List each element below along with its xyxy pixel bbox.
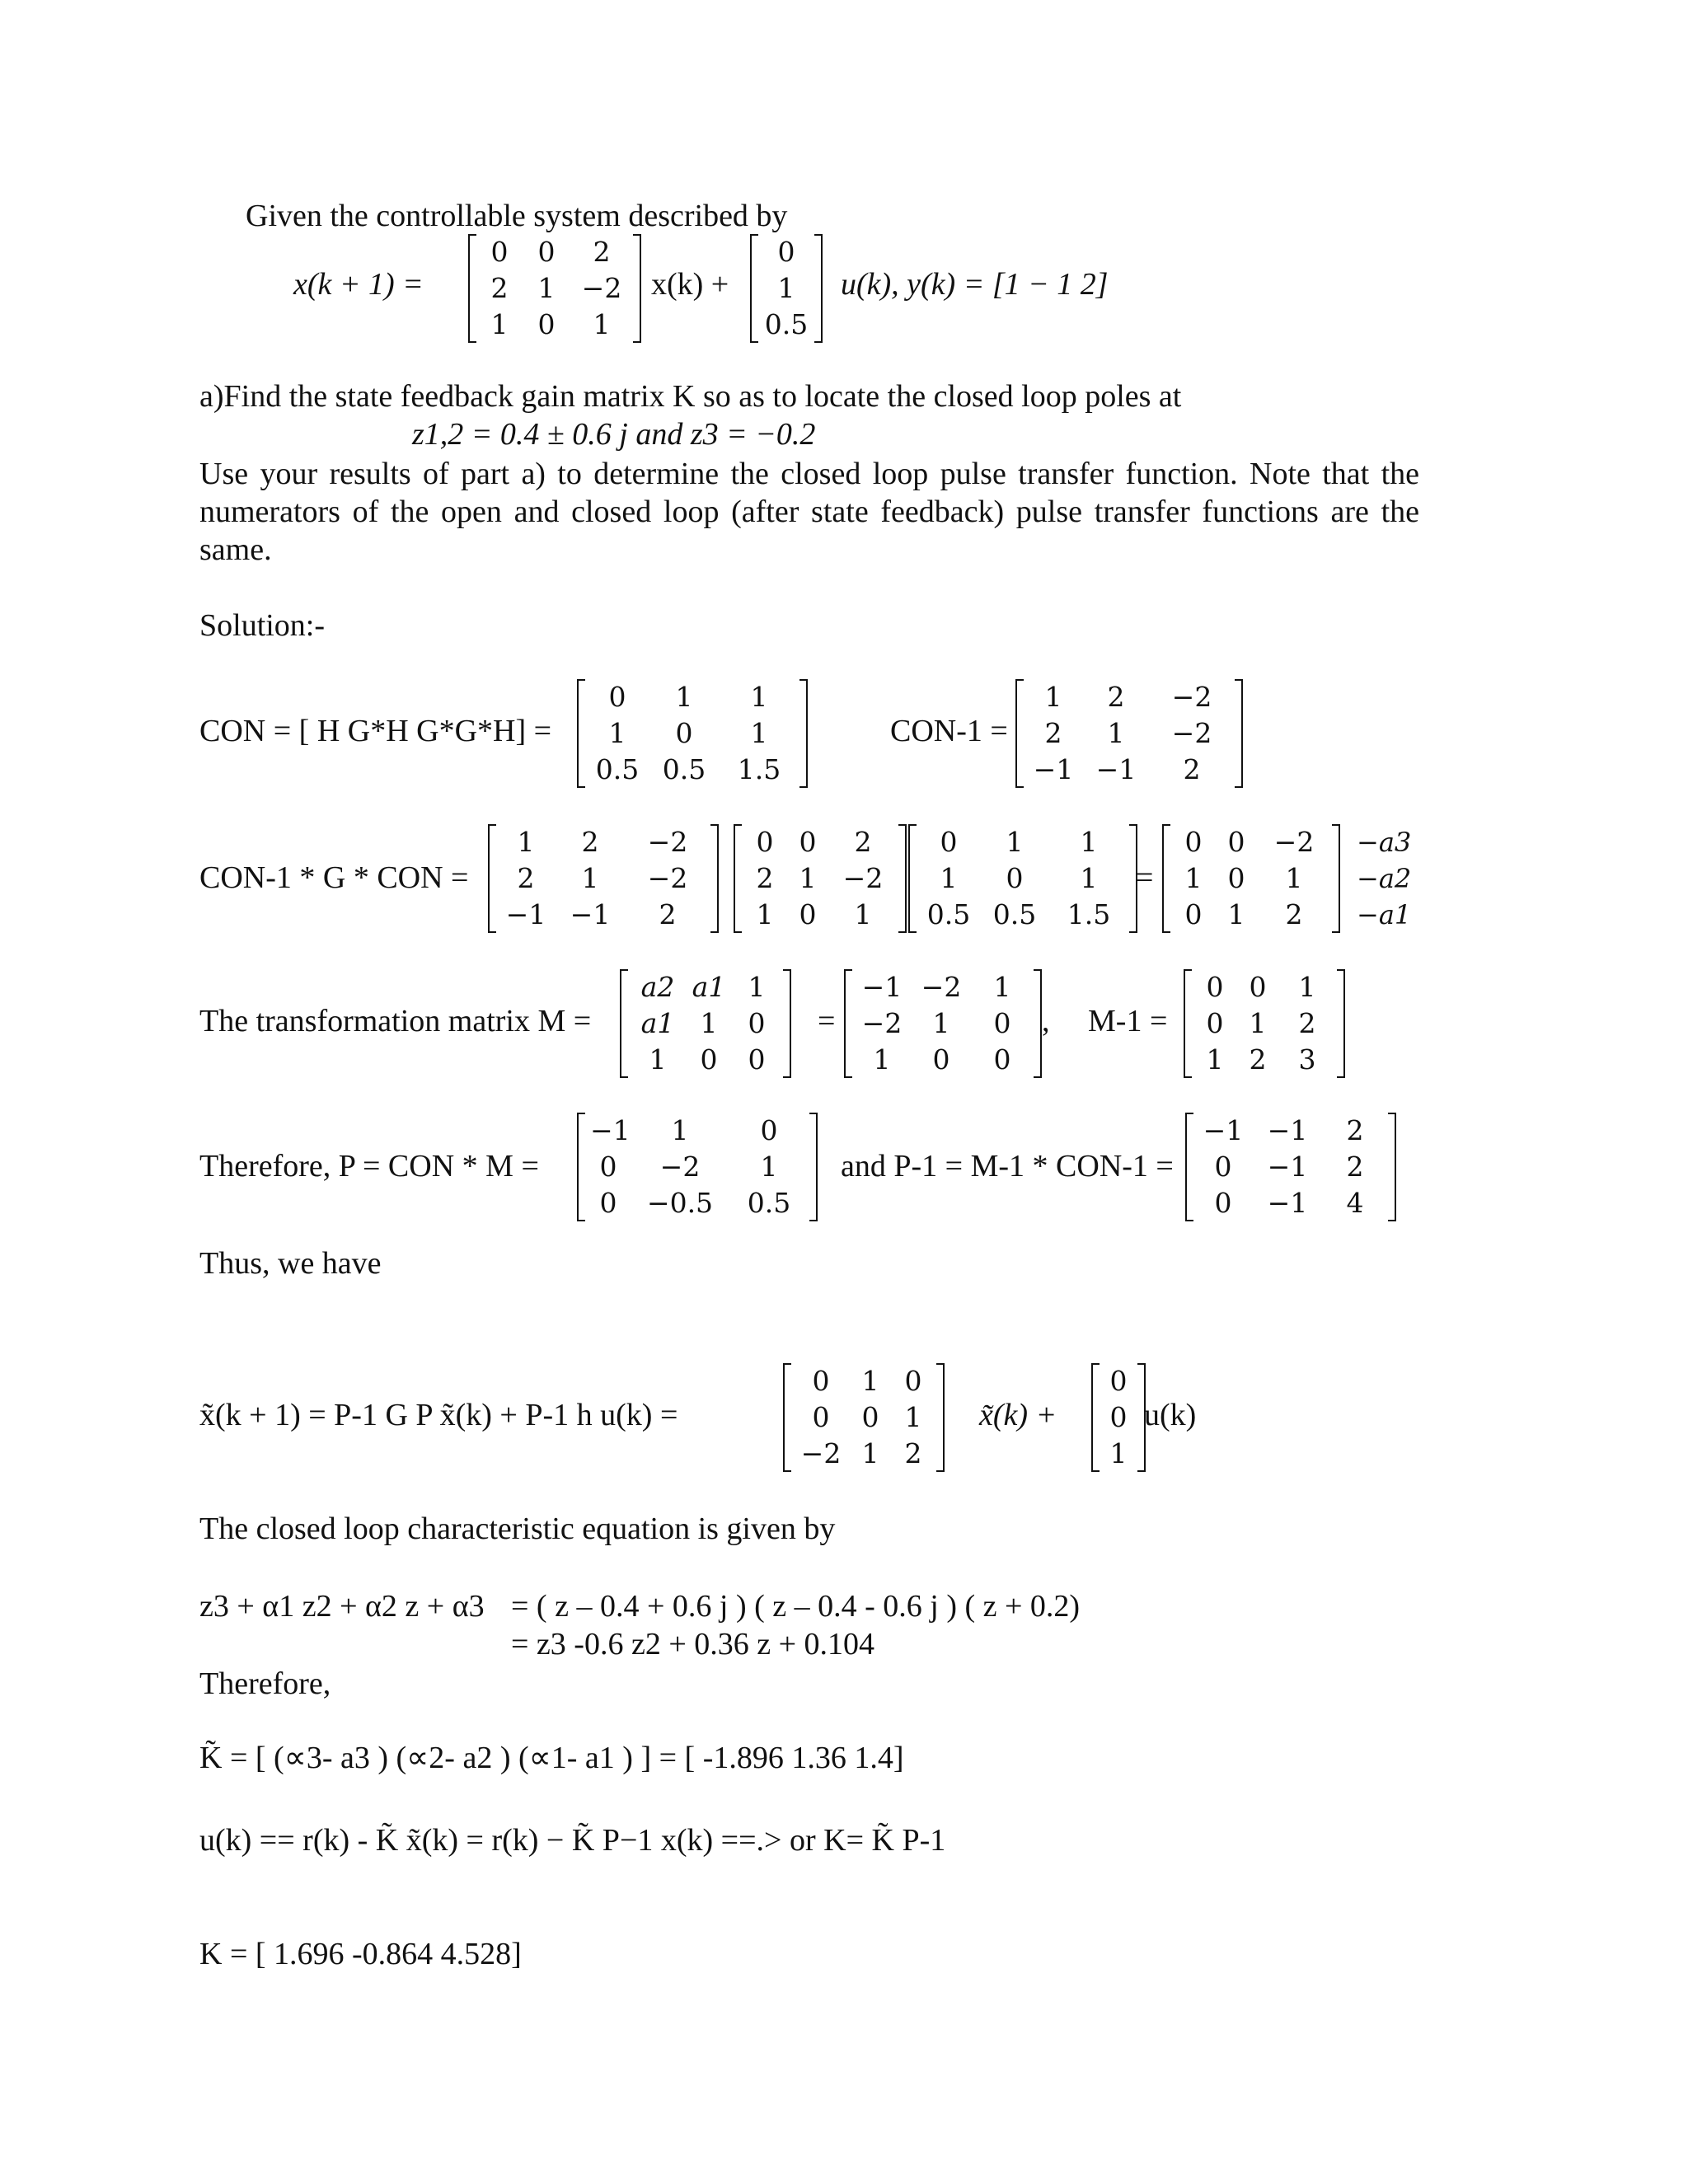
matrix-G xyxy=(468,234,641,343)
char-rhs1: = ( z – 0.4 + 0.6 j ) ( z – 0.4 - 0.6 j ) ( z + 0.2) xyxy=(511,1589,1081,1624)
equals-sign: = xyxy=(1136,860,1154,895)
xt-eq-label: x̃(k + 1) = P-1 G P x̃(k) + P-1 h u(k) = xyxy=(199,1398,678,1432)
matrix-cell: 0 xyxy=(599,1151,617,1183)
matrix-cell: 0 xyxy=(993,1007,1011,1039)
matrix-CON-inv xyxy=(1015,679,1243,788)
matrix-cell: 0 xyxy=(812,1365,830,1397)
matrix-cell: 0 xyxy=(748,1007,766,1039)
matrix-cell: 2 xyxy=(1107,681,1125,713)
matrix-cell: 0 xyxy=(537,236,556,268)
matrix-M-inv xyxy=(1184,969,1345,1078)
matrix-cell: 1 xyxy=(854,898,872,930)
u-line: u(k) == r(k) - K̃ x̃(k) = r(k) − K̃ P−1 x(k) ==.> or K= K̃ P-1 xyxy=(199,1823,946,1858)
matrix-cell: 0 xyxy=(675,717,693,749)
matrix-cell: 2 xyxy=(1298,1007,1316,1039)
Pinv-label: and P-1 = M-1 * CON-1 = xyxy=(841,1149,1174,1183)
matrix-cell: 1 xyxy=(700,1007,718,1039)
state-eq-xk: x(k) + xyxy=(651,267,729,302)
matrix-cell: 0 xyxy=(1109,1401,1128,1433)
matrix-cell: 2 xyxy=(1285,898,1303,930)
matrix-cell: 1 xyxy=(1006,826,1024,858)
intro-text: Given the controllable system described by xyxy=(246,199,788,233)
matrix-cell: 1 xyxy=(750,717,768,749)
matrix-B-ctrl-body xyxy=(1100,1363,1137,1472)
matrix-P-inv xyxy=(1185,1113,1396,1221)
matrix-cell: 0 xyxy=(932,1043,950,1076)
alpha-side-label: −a2 xyxy=(1357,863,1412,894)
matrix-cell: 1 xyxy=(760,1151,778,1183)
matrix-M-numeric-body xyxy=(852,969,1034,1078)
matrix-cell: −1 xyxy=(861,971,903,1003)
matrix-cell: 0 xyxy=(1249,971,1267,1003)
matrix-cell: 1 xyxy=(490,308,509,340)
matrix-prod-result-body xyxy=(1170,824,1332,933)
matrix-cell: 0.5 xyxy=(926,898,971,930)
matrix-cell: 2 xyxy=(854,826,872,858)
therefore-text: Therefore, xyxy=(199,1666,331,1701)
matrix-cell: −1 xyxy=(1203,1114,1244,1146)
matrix-cell: −2 xyxy=(1171,717,1212,749)
matrix-cell: −1 xyxy=(590,1114,631,1146)
matrix-cell: 2 xyxy=(904,1437,922,1469)
matrix-cell: 1 xyxy=(1249,1007,1267,1039)
matrix-cell: 1 xyxy=(777,272,795,304)
matrix-cell: 1 xyxy=(675,681,693,713)
coninv-label: CON-1 = xyxy=(890,714,1008,748)
matrix-B-ctrl xyxy=(1091,1363,1146,1472)
matrix-G-2-body xyxy=(742,824,898,933)
matrix-cell: a1 xyxy=(640,1007,675,1039)
matrix-cell: 2 xyxy=(517,862,535,894)
matrix-cell: 0 xyxy=(861,1401,879,1433)
matrix-cell: 1 xyxy=(608,717,626,749)
matrix-cell: −1 xyxy=(570,898,611,930)
matrix-cell: 1.5 xyxy=(737,753,781,785)
matrix-CON-inv-2 xyxy=(488,824,719,933)
matrix-CON-2-body xyxy=(917,824,1129,933)
alpha-side-labels xyxy=(1357,824,1411,933)
matrix-cell: 0 xyxy=(1184,898,1203,930)
matrix-cell: 0 xyxy=(777,236,795,268)
char-rhs2: = z3 -0.6 z2 + 0.36 z + 0.104 xyxy=(511,1627,875,1661)
matrix-cell: 1 xyxy=(904,1401,922,1433)
matrix-cell: 1 xyxy=(649,1043,667,1076)
P-label: Therefore, P = CON * M = xyxy=(199,1149,539,1183)
matrix-cell: 1 xyxy=(1206,1043,1224,1076)
matrix-G-2 xyxy=(734,824,907,933)
matrix-cell: 0 xyxy=(748,1043,766,1076)
matrix-CON-2 xyxy=(908,824,1137,933)
use-results-text: Use your results of part a) to determine the closed loop pulse transfer function. Note that the numerators of the open and closed loop (after state feedback) pulse transfer functions are the same. xyxy=(199,457,1419,567)
matrix-cell: 1 xyxy=(1227,898,1245,930)
matrix-cell: 0 xyxy=(760,1114,778,1146)
matrix-cell: 1 xyxy=(671,1114,689,1146)
matrix-cell: 4 xyxy=(1346,1187,1364,1219)
matrix-cell: 0 xyxy=(812,1401,830,1433)
matrix-cell: a1 xyxy=(692,971,726,1003)
matrix-prod-result xyxy=(1162,824,1340,933)
matrix-A-ctrl xyxy=(783,1363,945,1472)
matrix-cell: 1 xyxy=(1080,826,1098,858)
matrix-cell: 1 xyxy=(1107,717,1125,749)
matrix-cell: 0 xyxy=(608,681,626,713)
matrix-cell: 0.5 xyxy=(747,1187,791,1219)
prod-label: CON-1 * G * CON = xyxy=(199,860,469,895)
matrix-cell: 1 xyxy=(873,1043,891,1076)
matrix-cell: a2 xyxy=(640,971,675,1003)
matrix-cell: 2 xyxy=(659,898,677,930)
matrix-cell: 1 xyxy=(517,826,535,858)
matrix-cell: 0 xyxy=(940,826,958,858)
matrix-cell: 1 xyxy=(861,1437,879,1469)
matrix-cell: 0 xyxy=(1006,862,1024,894)
matrix-cell: −2 xyxy=(659,1151,701,1183)
matrix-cell: 0.5 xyxy=(764,308,809,340)
matrix-cell: 1.5 xyxy=(1067,898,1111,930)
matrix-cell: −1 xyxy=(1267,1114,1308,1146)
matrix-cell: −1 xyxy=(1267,1151,1308,1183)
alpha-side-label: −a1 xyxy=(1357,899,1412,930)
poles-text: z1,2 = 0.4 ± 0.6 j and z3 = −0.2 xyxy=(412,417,816,452)
Minv-label: M-1 = xyxy=(1088,1004,1168,1038)
matrix-cell: 0 xyxy=(599,1187,617,1219)
matrix-cell: 1 xyxy=(593,308,611,340)
matrix-cell: 1 xyxy=(1184,862,1203,894)
matrix-cell: 2 xyxy=(1346,1114,1364,1146)
matrix-cell: −2 xyxy=(921,971,962,1003)
matrix-cell: 1 xyxy=(861,1365,879,1397)
matrix-P-inv-body xyxy=(1193,1113,1388,1221)
matrix-M-symbolic-body xyxy=(628,969,783,1078)
matrix-cell: 1 xyxy=(993,971,1011,1003)
matrix-G-body xyxy=(476,234,633,343)
matrix-cell: 1 xyxy=(940,862,958,894)
matrix-cell: −2 xyxy=(647,862,688,894)
matrix-CON-inv-2-body xyxy=(496,824,710,933)
matrix-cell: 0 xyxy=(756,826,774,858)
matrix-cell: 0 xyxy=(1214,1151,1232,1183)
matrix-cell: 1 xyxy=(1298,971,1316,1003)
matrix-cell: −2 xyxy=(800,1437,842,1469)
thus-text: Thus, we have xyxy=(199,1246,382,1281)
matrix-cell: 2 xyxy=(1183,753,1201,785)
matrix-cell: −2 xyxy=(1171,681,1212,713)
matrix-cell: 2 xyxy=(1346,1151,1364,1183)
matrix-P xyxy=(577,1113,818,1221)
matrix-cell: 1 xyxy=(1080,862,1098,894)
matrix-cell: 1 xyxy=(1044,681,1062,713)
matrix-cell: 1 xyxy=(799,862,817,894)
matrix-cell: −1 xyxy=(1267,1187,1308,1219)
matrix-cell: 0.5 xyxy=(662,753,706,785)
matrix-cell: 1 xyxy=(748,971,766,1003)
matrix-cell: 1 xyxy=(756,898,774,930)
matrix-H-body xyxy=(758,234,814,343)
matrix-cell: 1 xyxy=(750,681,768,713)
part-a-text: a)Find the state feedback gain matrix K so as to locate the closed loop poles at xyxy=(199,379,1182,414)
matrix-M-numeric xyxy=(844,969,1042,1078)
matrix-cell: 1 xyxy=(581,862,599,894)
matrix-cell: 0.5 xyxy=(992,898,1037,930)
M-comma: , xyxy=(1042,1004,1050,1038)
matrix-cell: −2 xyxy=(647,826,688,858)
matrix-cell: 0 xyxy=(1206,971,1224,1003)
matrix-cell: 2 xyxy=(756,862,774,894)
matrix-cell: 0 xyxy=(490,236,509,268)
matrix-cell: 0 xyxy=(904,1365,922,1397)
char-lhs: z3 + α1 z2 + α2 z + α3 xyxy=(199,1589,485,1624)
solution-label: Solution:- xyxy=(199,608,326,643)
Kt-line: K̃ = [ (∝3- a3 ) (∝2- a2 ) (∝1- a1 ) ] = [ -1.896 1.36 1.4] xyxy=(199,1741,904,1775)
matrix-cell: 0 xyxy=(537,308,556,340)
con-label: CON = [ H G*H G*G*H] = xyxy=(199,714,552,748)
matrix-cell: −2 xyxy=(581,272,622,304)
matrix-cell: 0.5 xyxy=(595,753,640,785)
matrix-cell: 0 xyxy=(1214,1187,1232,1219)
matrix-cell: 2 xyxy=(1044,717,1062,749)
alpha-side-label: −a3 xyxy=(1357,827,1412,858)
matrix-cell: 2 xyxy=(581,826,599,858)
matrix-cell: 0 xyxy=(799,898,817,930)
state-eq-lhs: x(k + 1) = xyxy=(293,267,424,302)
matrix-cell: −2 xyxy=(842,862,884,894)
matrix-cell: 1 xyxy=(1109,1437,1128,1469)
matrix-M-inv-body xyxy=(1192,969,1337,1078)
xt-mid: x̃(k) + xyxy=(979,1398,1057,1432)
matrix-cell: −2 xyxy=(861,1007,903,1039)
matrix-P-body xyxy=(585,1113,809,1221)
matrix-cell: 0 xyxy=(1227,826,1245,858)
matrix-cell: 1 xyxy=(537,272,556,304)
matrix-cell: −2 xyxy=(1273,826,1315,858)
matrix-cell: −1 xyxy=(1095,753,1137,785)
matrix-CON-body xyxy=(585,679,799,788)
matrix-A-ctrl-body xyxy=(791,1363,936,1472)
matrix-cell: 1 xyxy=(932,1007,950,1039)
matrix-M-symbolic xyxy=(620,969,791,1078)
state-eq-rhs: u(k), y(k) = [1 − 1 2] xyxy=(841,267,1109,302)
matrix-CON-inv-body xyxy=(1024,679,1235,788)
K-result: K = [ 1.696 -0.864 4.528] xyxy=(199,1937,522,1971)
M-equals: = xyxy=(818,1004,836,1038)
matrix-cell: 0 xyxy=(1109,1365,1128,1397)
matrix-cell: 2 xyxy=(593,236,611,268)
matrix-CON xyxy=(577,679,808,788)
M-label: The transformation matrix M = xyxy=(199,1004,592,1038)
matrix-cell: 0 xyxy=(700,1043,718,1076)
matrix-cell: −1 xyxy=(505,898,546,930)
matrix-cell: 0 xyxy=(1227,862,1245,894)
matrix-cell: 2 xyxy=(1249,1043,1267,1076)
char-intro: The closed loop characteristic equation is given by xyxy=(199,1511,836,1546)
matrix-cell: 1 xyxy=(1285,862,1303,894)
matrix-cell: 2 xyxy=(490,272,509,304)
matrix-cell: 0 xyxy=(1206,1007,1224,1039)
matrix-cell: −0.5 xyxy=(646,1187,714,1219)
matrix-cell: 0 xyxy=(799,826,817,858)
matrix-cell: 3 xyxy=(1298,1043,1316,1076)
matrix-cell: 0 xyxy=(1184,826,1203,858)
matrix-cell: 0 xyxy=(993,1043,1011,1076)
xt-tail: u(k) xyxy=(1144,1398,1197,1432)
matrix-cell: −1 xyxy=(1033,753,1074,785)
matrix-H xyxy=(750,234,823,343)
